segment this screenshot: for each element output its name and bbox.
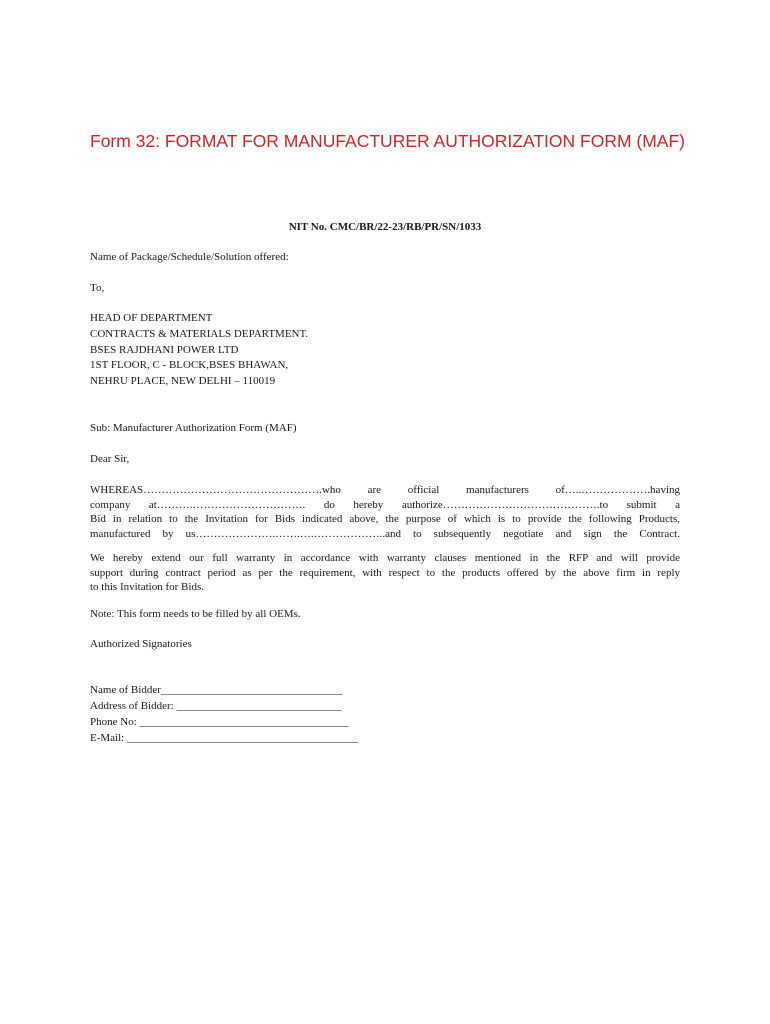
address-line: BSES RAJDHANI POWER LTD [90,343,239,356]
nit-number: NIT No. CMC/BR/22-23/RB/PR/SN/1033 [288,221,482,233]
bidder-phone-field: Phone No: ______________________________________ [90,716,349,728]
whereas-line: Bid in relation to the Invitation for Bids indicated above, the purpose of which is to provide the following Products, [90,513,680,526]
recipient-address [90,311,680,390]
authorized-signatories: Authorized Signatories [90,638,192,650]
warranty-line: to this Invitation for Bids. [90,581,204,594]
package-label: Name of Package/Schedule/Solution offered: [90,251,289,263]
warranty-line: support during contract period as per the requirement, with respect to the products offered by the above firm in reply [90,566,680,579]
form-title: Form 32: FORMAT FOR MANUFACTURER AUTHORIZATION FORM (MAF) [90,131,685,151]
address-line: 1ST FLOOR, C - BLOCK,BSES BHAWAN, [90,359,289,372]
subject-line: Sub: Manufacturer Authorization Form (MAF) [90,422,297,434]
warranty-line: We hereby extend our full warranty in accordance with warranty clauses mentioned in the RFP and will provide [90,552,680,564]
oem-note: Note: This form needs to be filled by all OEMs. [90,608,301,620]
whereas-line: WHEREAS………………………………………….who are official manufacturers of…..……………….having [90,484,680,496]
bidder-email-field: E-Mail: __________________________________________ [90,732,358,744]
bidder-name-field: Name of Bidder_________________________________ [90,684,343,696]
whereas-line: manufactured by us………………….…….….………………..and to subsequently negotiate and sign the Contract. [90,527,680,540]
to-label: To, [90,282,105,294]
bidder-address-field: Address of Bidder: ______________________________ [90,700,342,712]
warranty-paragraph [90,551,680,595]
salutation: Dear Sir, [90,453,130,465]
address-line: CONTRACTS & MATERIALS DEPARTMENT. [90,327,309,340]
address-line: HEAD OF DEPARTMENT [90,312,213,324]
whereas-line: company at……….…………………………. do hereby authorize…………………………………….to submit a [90,498,680,511]
address-line: NEHRU PLACE, NEW DELHI – 110019 [90,375,276,388]
whereas-paragraph [90,483,680,541]
